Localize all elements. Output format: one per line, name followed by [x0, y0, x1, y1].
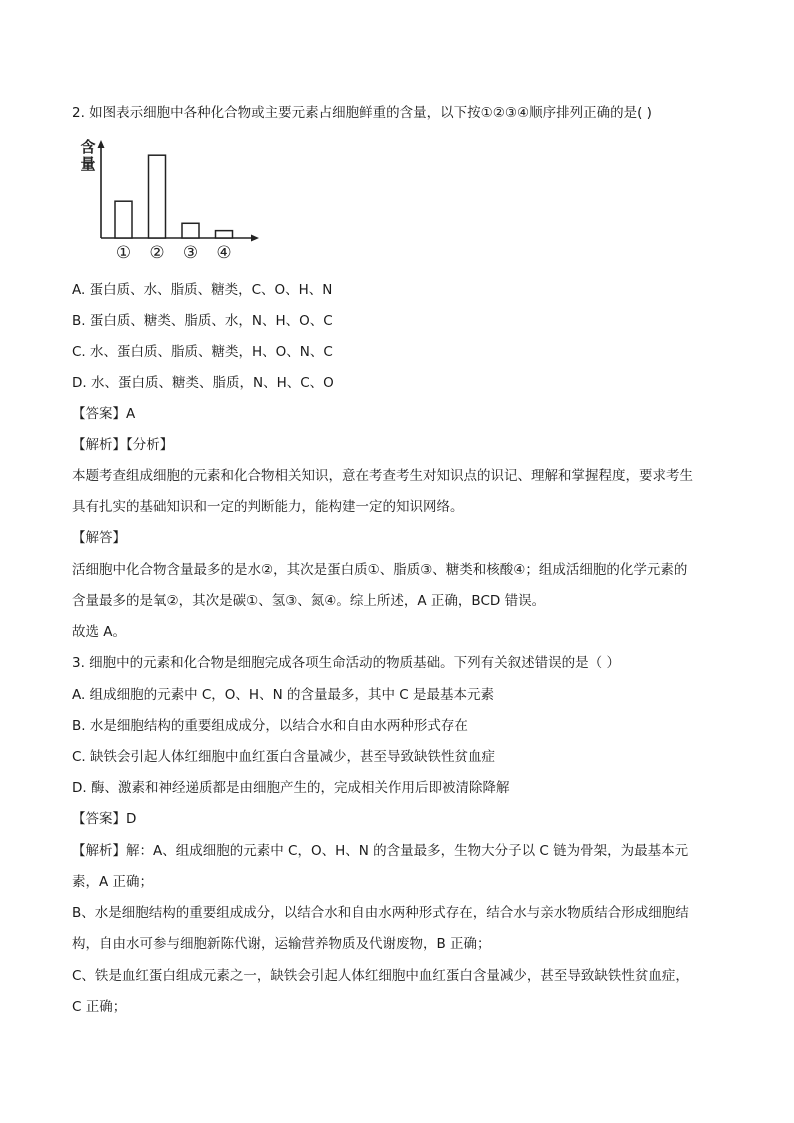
y-axis-arrow [98, 140, 105, 148]
question-3-stem: 3. 细胞中的元素和化合物是细胞完成各项生命活动的物质基础。下列有关叙述错误的是（ ） [72, 655, 620, 671]
question-3-analysis-line-4: 构，自由水可参与细胞新陈代谢，运输营养物质及代谢废物，B 正确； [72, 936, 491, 952]
question-3-option-c: C. 缺铁会引起人体红细胞中血红蛋白含量减少，甚至导致缺铁性贫血症 [72, 749, 496, 765]
question-2-analysis-line-1: 本题考查组成细胞的元素和化合物相关知识，意在考查考生对知识点的识记、理解和掌握程度，要求考生 [72, 468, 693, 484]
question-3-analysis-line-3: B、水是细胞结构的重要组成成分，以结合水和自由水两种形式存在，结合水与亲水物质结合形成细胞结 [72, 905, 689, 921]
question-2-option-a: A. 蛋白质、水、脂质、糖类，C、O、H、N [72, 282, 333, 298]
question-2-stem: 2. 如图表示细胞中各种化合物或主要元素占细胞鲜重的含量，以下按①②③④顺序排列正确的是( ) [72, 105, 652, 121]
bar-chart [72, 136, 272, 266]
question-2-option-b: B. 蛋白质、糖类、脂质、水，N、H、O、C [72, 313, 333, 329]
question-3-option-a: A. 组成细胞的元素中 C，O、H、N 的含量最多，其中 C 是最基本元素 [72, 687, 494, 703]
question-2-option-c: C. 水、蛋白质、脂质、糖类，H、O、N、C [72, 344, 333, 360]
category-label-3: ③ [182, 243, 199, 263]
question-2-solution-line-1: 活细胞中化合物含量最多的是水②，其次是蛋白质①、脂质③、糖类和核酸④；组成活细胞的化学元素的 [72, 562, 688, 578]
question-3-option-b: B. 水是细胞结构的重要组成成分，以结合水和自由水两种形式存在 [72, 718, 468, 734]
bar-3 [182, 223, 199, 238]
question-2-solution-line-2: 含量最多的是氧②，其次是碳①、氢③、氮④。综上所述，A 正确，BCD 错误。 [72, 593, 546, 609]
bar-4 [216, 231, 233, 238]
bar-chart-figure [72, 136, 272, 266]
category-label-1: ① [115, 243, 132, 263]
category-label-2: ② [149, 243, 165, 263]
bar-1 [115, 201, 132, 238]
bar-2 [149, 155, 166, 238]
question-2-solution-line-3: 故选 A。 [72, 624, 127, 640]
question-2-solution-header: 【解答】 [72, 530, 126, 546]
question-3-option-d: D. 酶、激素和神经递质都是由细胞产生的，完成相关作用后即被清除降解 [72, 780, 510, 796]
question-3-analysis-line-6: C 正确； [72, 999, 127, 1015]
question-2-analysis-line-2: 具有扎实的基础知识和一定的判断能力，能构建一定的知识网络。 [72, 499, 464, 515]
question-2-option-d: D. 水、蛋白质、糖类、脂质，N、H、C、O [72, 375, 334, 391]
question-2-answer: 【答案】A [72, 406, 136, 422]
y-axis-label: 含量 [80, 138, 96, 173]
question-3-analysis-line-5: C、铁是血红蛋白组成元素之一，缺铁会引起人体红细胞中血红蛋白含量减少，甚至导致缺铁性贫血症， [72, 968, 689, 984]
x-axis-arrow [251, 235, 259, 242]
question-3-analysis-line-2: 素，A 正确； [72, 874, 154, 890]
question-3-answer: 【答案】D [72, 811, 137, 827]
question-3-analysis-line-1: 【解析】解：A、组成细胞的元素中 C，O、H、N 的含量最多，生物大分子以 C 链为骨架，为最基本元 [72, 843, 689, 859]
question-2-analysis-header: 【解析】【分析】 [72, 437, 174, 453]
category-label-4: ④ [216, 243, 232, 263]
